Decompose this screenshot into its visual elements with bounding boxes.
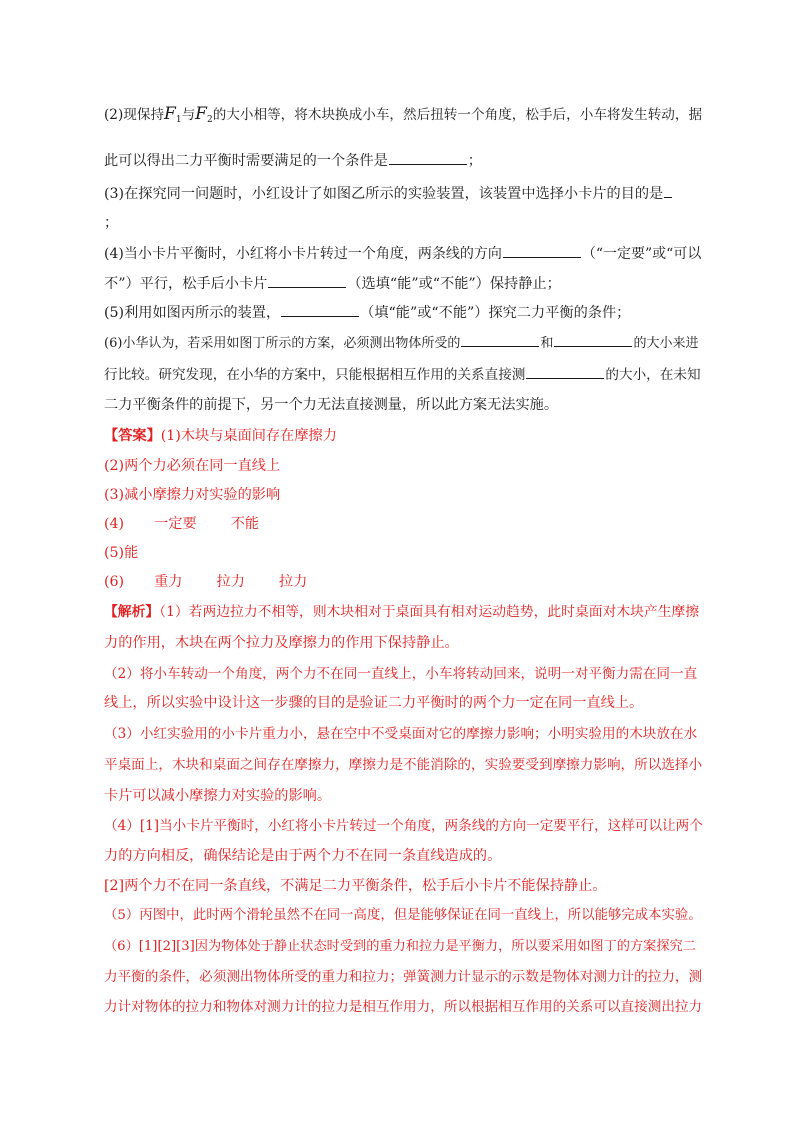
question-6-line-2 [104, 364, 704, 386]
analysis-p4-line-3 [104, 875, 704, 897]
question-6-text-3: 二力平衡条件的前提下，另一个力无法直接测量，所以此方案无法实施。 [104, 397, 559, 413]
question-6-connector: 和 [540, 336, 554, 351]
question-2-connector: 与 [181, 107, 196, 123]
answer-line-4 [104, 513, 704, 535]
question-6-text-end: 的大小来进 [633, 336, 699, 351]
answer-blank[interactable] [461, 332, 539, 347]
answer-6-value-3: 拉力 [278, 574, 308, 590]
answer-blank[interactable] [281, 302, 359, 317]
answer-blank[interactable] [503, 243, 581, 258]
answer-blank[interactable] [554, 332, 632, 347]
answer-3: (3)减小摩擦力对实验的影响 [104, 487, 281, 503]
answer-4-number: (4) [104, 516, 125, 532]
answer-4-value-1: 一定要 [154, 516, 197, 532]
answer-line-2 [104, 455, 704, 477]
analysis-p6-line-2 [104, 966, 704, 988]
analysis-p2-line-2 [104, 692, 704, 714]
answer-line-6 [104, 571, 704, 593]
question-3-end: ； [104, 215, 119, 231]
question-3-line-2 [104, 212, 704, 234]
analysis-text: 力的方向相反，确保结论是由于两个力不在同一条直线造成的。 [104, 848, 502, 864]
question-2-line-2 [104, 150, 704, 172]
analysis-text: （6）[1][2][3]因为物体处于静止状态时受到的重力和拉力是平衡力，所以要采用如图丁的方案探究二 [104, 939, 696, 954]
question-6-line-3 [104, 394, 704, 416]
analysis-p4-line-2 [104, 845, 704, 867]
answer-6-number: (6) [104, 574, 125, 590]
answer-blank[interactable] [268, 273, 346, 288]
answer-1: (1)木块与桌面间存在摩擦力 [160, 428, 337, 444]
analysis-p2-line-1 [104, 663, 704, 685]
f1-symbol [164, 104, 182, 124]
analysis-text: 线上，所以实验中设计这一步骤的目的是验证二力平衡时的两个力一定在同一直线上。 [104, 695, 644, 711]
analysis-text: 力平衡的条件，必须测出物体所受的重力和拉力；弹簧测力计显示的示数是物体对测力计的拉力，测 [104, 969, 703, 985]
question-4-line-2 [104, 273, 704, 295]
question-3-text: (3)在探究同一问题时，小红设计了如图乙所示的实验装置，该装置中选择小卡片的目的是 [104, 186, 664, 202]
answer-blank[interactable] [389, 150, 467, 165]
question-5-options: （填“能”或“不能”）探究二力平衡的条件； [360, 305, 631, 321]
analysis-text: 力计对物体的拉力和物体对测力计的拉力是相互作用力，所以根据相互作用的关系可以直接测出拉力 [104, 999, 703, 1015]
question-4-options-2: （选填“能”或“不能”）保持静止； [347, 276, 561, 292]
question-5-line-1 [104, 302, 704, 324]
analysis-p5-line-1 [104, 905, 704, 927]
answer-6-value-1: 重力 [154, 574, 183, 590]
answer-line-5 [104, 542, 704, 564]
answer-line-3 [104, 484, 704, 506]
question-2-line-1 [104, 103, 704, 128]
analysis-p6-line-3 [104, 996, 704, 1018]
question-5-text: (5)利用如图丙所示的装置， [104, 305, 281, 321]
question-6-text: (6)小华认为，若采用如图丁所示的方案，必须测出物体所受的 [104, 336, 461, 351]
f1-letter: F [164, 104, 176, 124]
answer-4-value-2: 不能 [230, 516, 260, 532]
analysis-p6-line-1 [104, 936, 704, 958]
question-2-end: ； [467, 153, 482, 169]
analysis-text: （5）丙图中，此时两个滑轮虽然不在同一高度，但是能够保证在同一直线上，所以能够完成本实验。 [104, 908, 702, 923]
analysis-text: （3）小红实验用的小卡片重力小，悬在空中不受桌面对它的摩擦力影响；小明实验用的木块放在水 [104, 726, 698, 742]
f2-subscript: 2 [206, 115, 213, 125]
answer-5: (5)能 [104, 545, 139, 561]
answer-2: (2)两个力必须在同一直线上 [104, 458, 281, 474]
analysis-text: （1）若两边拉力不相等，则木块相对于桌面具有相对运动趋势，此时桌面对木块产生摩擦 [159, 604, 700, 620]
analysis-text: 平桌面上，木块和桌面之间存在摩擦力，摩擦力是不能消除的，实验要受到摩擦力影响，所以选择小 [104, 757, 703, 773]
answer-6-value-2: 拉力 [216, 574, 245, 590]
question-3-line-1 [104, 183, 704, 205]
question-4-text: (4)当小卡片平衡时，小红将小卡片转过一个角度，两条线的方向 [104, 246, 502, 262]
analysis-text: （2）将小车转动一个角度，两个力不在同一直线上，小车将转动回来，说明一对平衡力需在同一直 [104, 666, 698, 682]
analysis-text: 力的作用，木块在两个拉力及摩擦力的作用下保持静止。 [104, 635, 459, 651]
answer-blank[interactable] [526, 364, 604, 379]
question-4-text-2: 不”）平行，松手后小卡片 [104, 276, 268, 292]
question-4-options: （“一定要”或“可以 [581, 246, 702, 262]
question-2-prefix: (2)现保持 [104, 107, 165, 123]
f2-letter: F [195, 104, 207, 124]
question-4-line-1 [104, 243, 704, 265]
analysis-p3-line-3 [104, 785, 704, 807]
question-2-rest: 的大小相等，将木块换成小车，然后扭转一个角度，松手后，小车将发生转动，据 [212, 107, 703, 123]
analysis-text: 卡片可以减小摩擦力对实验的影响。 [104, 788, 332, 804]
analysis-tag: 【解析】 [104, 604, 160, 620]
analysis-p1-line-2 [104, 632, 704, 654]
analysis-text: （4）[1]当小卡片平衡时，小红将小卡片转过一个角度，两条线的方向一定要平行，这样可以让两个 [104, 818, 703, 834]
analysis-text: [2]两个力不在同一条直线，不满足二力平衡条件，松手后小卡片不能保持静止。 [104, 878, 607, 894]
f1-subscript: 1 [175, 115, 182, 125]
answer-blank[interactable] [664, 183, 672, 198]
answer-line-1 [104, 425, 704, 447]
analysis-p3-line-1 [104, 723, 704, 745]
question-6-text-2: 行比较。研究发现，在小华的方案中，只能根据相互作用的关系直接测 [104, 367, 526, 383]
question-6-line-1 [104, 332, 704, 355]
question-6-text-2-end: 的大小，在未知 [605, 367, 701, 383]
analysis-p1-line-1 [104, 601, 704, 623]
f2-symbol [195, 104, 213, 124]
analysis-p3-line-2 [104, 754, 704, 776]
answer-tag: 【答案】 [104, 428, 161, 444]
question-2-text: 此可以得出二力平衡时需要满足的一个条件是 [104, 153, 388, 169]
analysis-p4-line-1 [104, 815, 704, 837]
